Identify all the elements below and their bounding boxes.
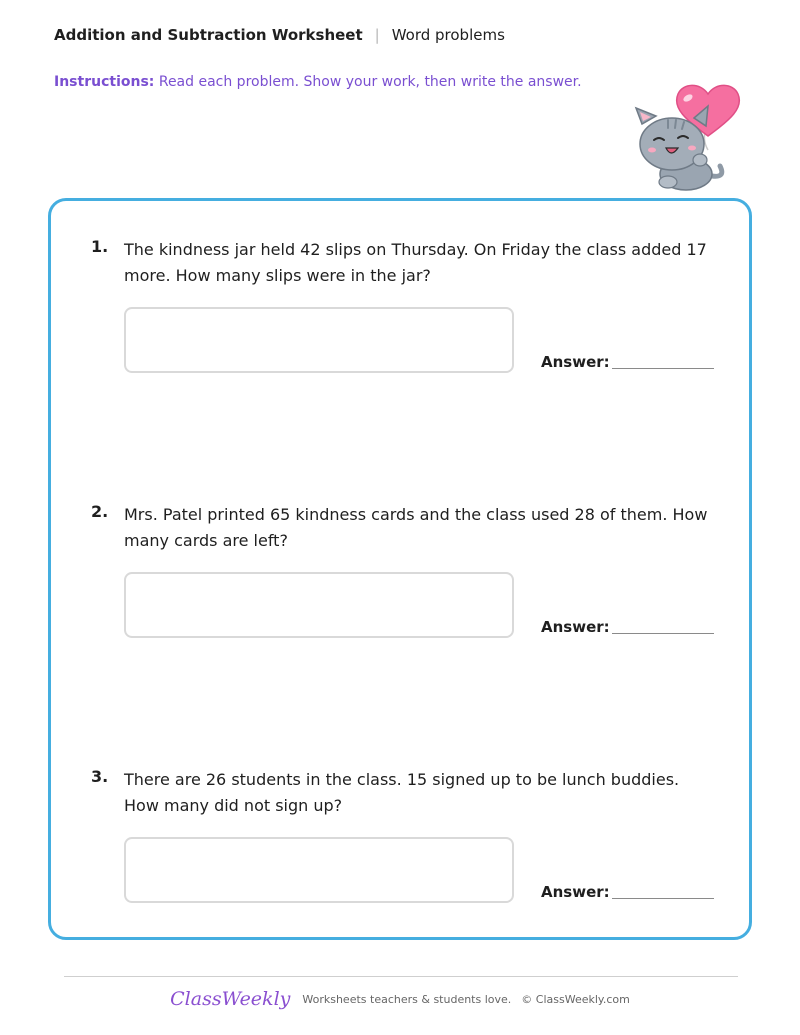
worksheet-subtitle: Word problems (391, 26, 505, 44)
problem-number: 1. (91, 237, 109, 256)
instructions-label: Instructions: (54, 74, 155, 90)
header-separator: | (374, 26, 380, 44)
answer-line[interactable] (612, 898, 714, 899)
work-box[interactable] (124, 572, 514, 638)
answer-line[interactable] (612, 633, 714, 634)
instructions-text: Read each problem. Show your work, then write the answer. (158, 74, 582, 90)
problem-text: The kindness jar held 42 slips on Thursday. On Friday the class added 17 more. How many slips were in the jar? (124, 240, 707, 285)
worksheet-title: Addition and Subtraction Worksheet (54, 26, 363, 44)
cat-with-heart-balloon-icon (628, 78, 750, 198)
footer-tagline: Worksheets teachers & students love. (302, 992, 512, 1006)
answer-line[interactable] (612, 368, 714, 369)
problem-number: 2. (91, 502, 109, 521)
problem-text: There are 26 students in the class. 15 signed up to be lunch buddies. How many did not sign up? (124, 770, 680, 815)
footer (0, 988, 800, 1010)
instructions (54, 74, 582, 90)
worksheet-header (54, 26, 505, 44)
work-box[interactable] (124, 837, 514, 903)
footer-divider (64, 976, 738, 977)
brand-logo: ClassWeekly (170, 988, 291, 1010)
answer-label: Answer: (541, 618, 610, 636)
work-box[interactable] (124, 307, 514, 373)
problems-card (48, 198, 752, 940)
answer-label: Answer: (541, 883, 610, 901)
footer-copyright: © ClassWeekly.com (521, 992, 630, 1006)
problem-text: Mrs. Patel printed 65 kindness cards and the class used 28 of them. How many cards are left? (124, 505, 708, 550)
problem-number: 3. (91, 767, 109, 786)
answer-label: Answer: (541, 353, 610, 371)
